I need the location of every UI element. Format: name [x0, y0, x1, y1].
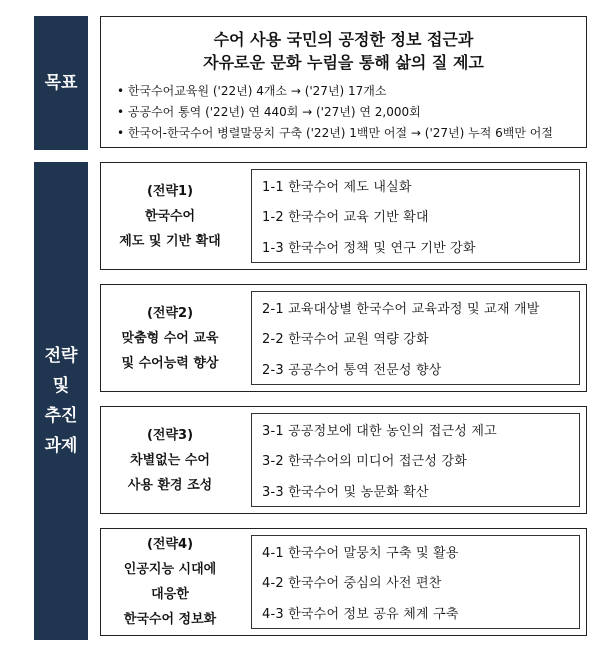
goal-item: • 공공수어 통역 ('22년) 연 440회 → ('27년) 연 2,000회 — [117, 105, 421, 119]
goal-title — [101, 28, 586, 74]
task-item: 3-3 한국수어 및 농문화 확산 — [262, 485, 429, 501]
strategy-box-2 — [100, 284, 587, 392]
strategy-side-label — [34, 162, 88, 640]
strategy-name-line: 제도 및 기반 확대 — [119, 233, 221, 249]
strategy-name-line: 대응한 — [151, 587, 189, 602]
strategy-name-line: 맞춤형 수어 교육 — [121, 330, 219, 346]
strategy-tag: (전략3) — [146, 427, 194, 443]
goal-item: • 한국어-한국수어 병렬말뭉치 구축 ('22년) 1백만 어절 → ('27년) 누적 6백만 어절 — [117, 126, 553, 140]
strategy-box-4 — [100, 528, 587, 636]
strategy-name-line: 차별없는 수어 — [130, 452, 210, 468]
task-item: 2-3 공공수어 통역 전문성 향상 — [262, 363, 442, 379]
task-item: 1-1 한국수어 제도 내실화 — [262, 179, 412, 195]
strategy-tag: (전략2) — [146, 305, 194, 321]
strategy-name-line: 사용 환경 조성 — [127, 477, 213, 493]
strategy-name — [101, 285, 239, 391]
strategy-label-line: 및 — [52, 376, 70, 396]
goal-title-line: 자유로운 문화 누림을 통해 삶의 질 제고 — [203, 53, 484, 72]
task-item: 4-2 한국수어 중심의 사전 편찬 — [262, 576, 442, 592]
strategy-name — [101, 163, 239, 269]
goal-label: 목표 — [44, 73, 78, 93]
strategy-box-1 — [100, 162, 587, 270]
task-item: 2-2 한국수어 교원 역량 강화 — [262, 332, 429, 348]
goal-item: • 한국수어교육원 ('22년) 4개소 → ('27년) 17개소 — [117, 84, 387, 98]
goal-side-label — [34, 16, 88, 150]
strategy-tasks — [251, 291, 580, 385]
strategy-tag: (전략1) — [146, 183, 194, 199]
task-item: 4-3 한국수어 정보 공유 체계 구축 — [262, 607, 459, 623]
strategy-tasks — [251, 535, 580, 629]
strategy-label-line: 전략 — [44, 346, 78, 366]
goal-title-line: 수어 사용 국민의 공정한 정보 접근과 — [213, 30, 474, 49]
task-item: 3-1 공공정보에 대한 농인의 접근성 제고 — [262, 423, 497, 439]
task-item: 4-1 한국수어 말뭉치 구축 및 활용 — [262, 545, 459, 561]
task-item: 1-2 한국수어 교육 기반 확대 — [262, 210, 429, 226]
goal-list — [117, 81, 586, 144]
strategy-name — [101, 407, 239, 513]
strategy-box-3 — [100, 406, 587, 514]
strategy-label-line: 추진 — [44, 406, 78, 426]
task-item: 1-3 한국수어 정책 및 연구 기반 강화 — [262, 241, 476, 257]
strategy-name-line: 인공지능 시대에 — [123, 562, 217, 577]
strategy-tasks — [251, 413, 580, 507]
task-item: 3-2 한국수어의 미디어 접근성 강화 — [262, 454, 468, 470]
strategy-label-line: 과제 — [44, 436, 78, 456]
strategy-name-line: 및 수어능력 향상 — [121, 355, 219, 371]
strategy-tag: (전략4) — [146, 537, 194, 552]
strategy-name-line: 한국수어 — [144, 208, 196, 224]
strategy-tasks — [251, 169, 580, 263]
strategy-name-line: 한국수어 정보화 — [123, 612, 217, 627]
goal-box — [100, 16, 587, 148]
task-item: 2-1 교육대상별 한국수어 교육과정 및 교재 개발 — [262, 301, 540, 317]
strategy-name — [101, 529, 239, 635]
